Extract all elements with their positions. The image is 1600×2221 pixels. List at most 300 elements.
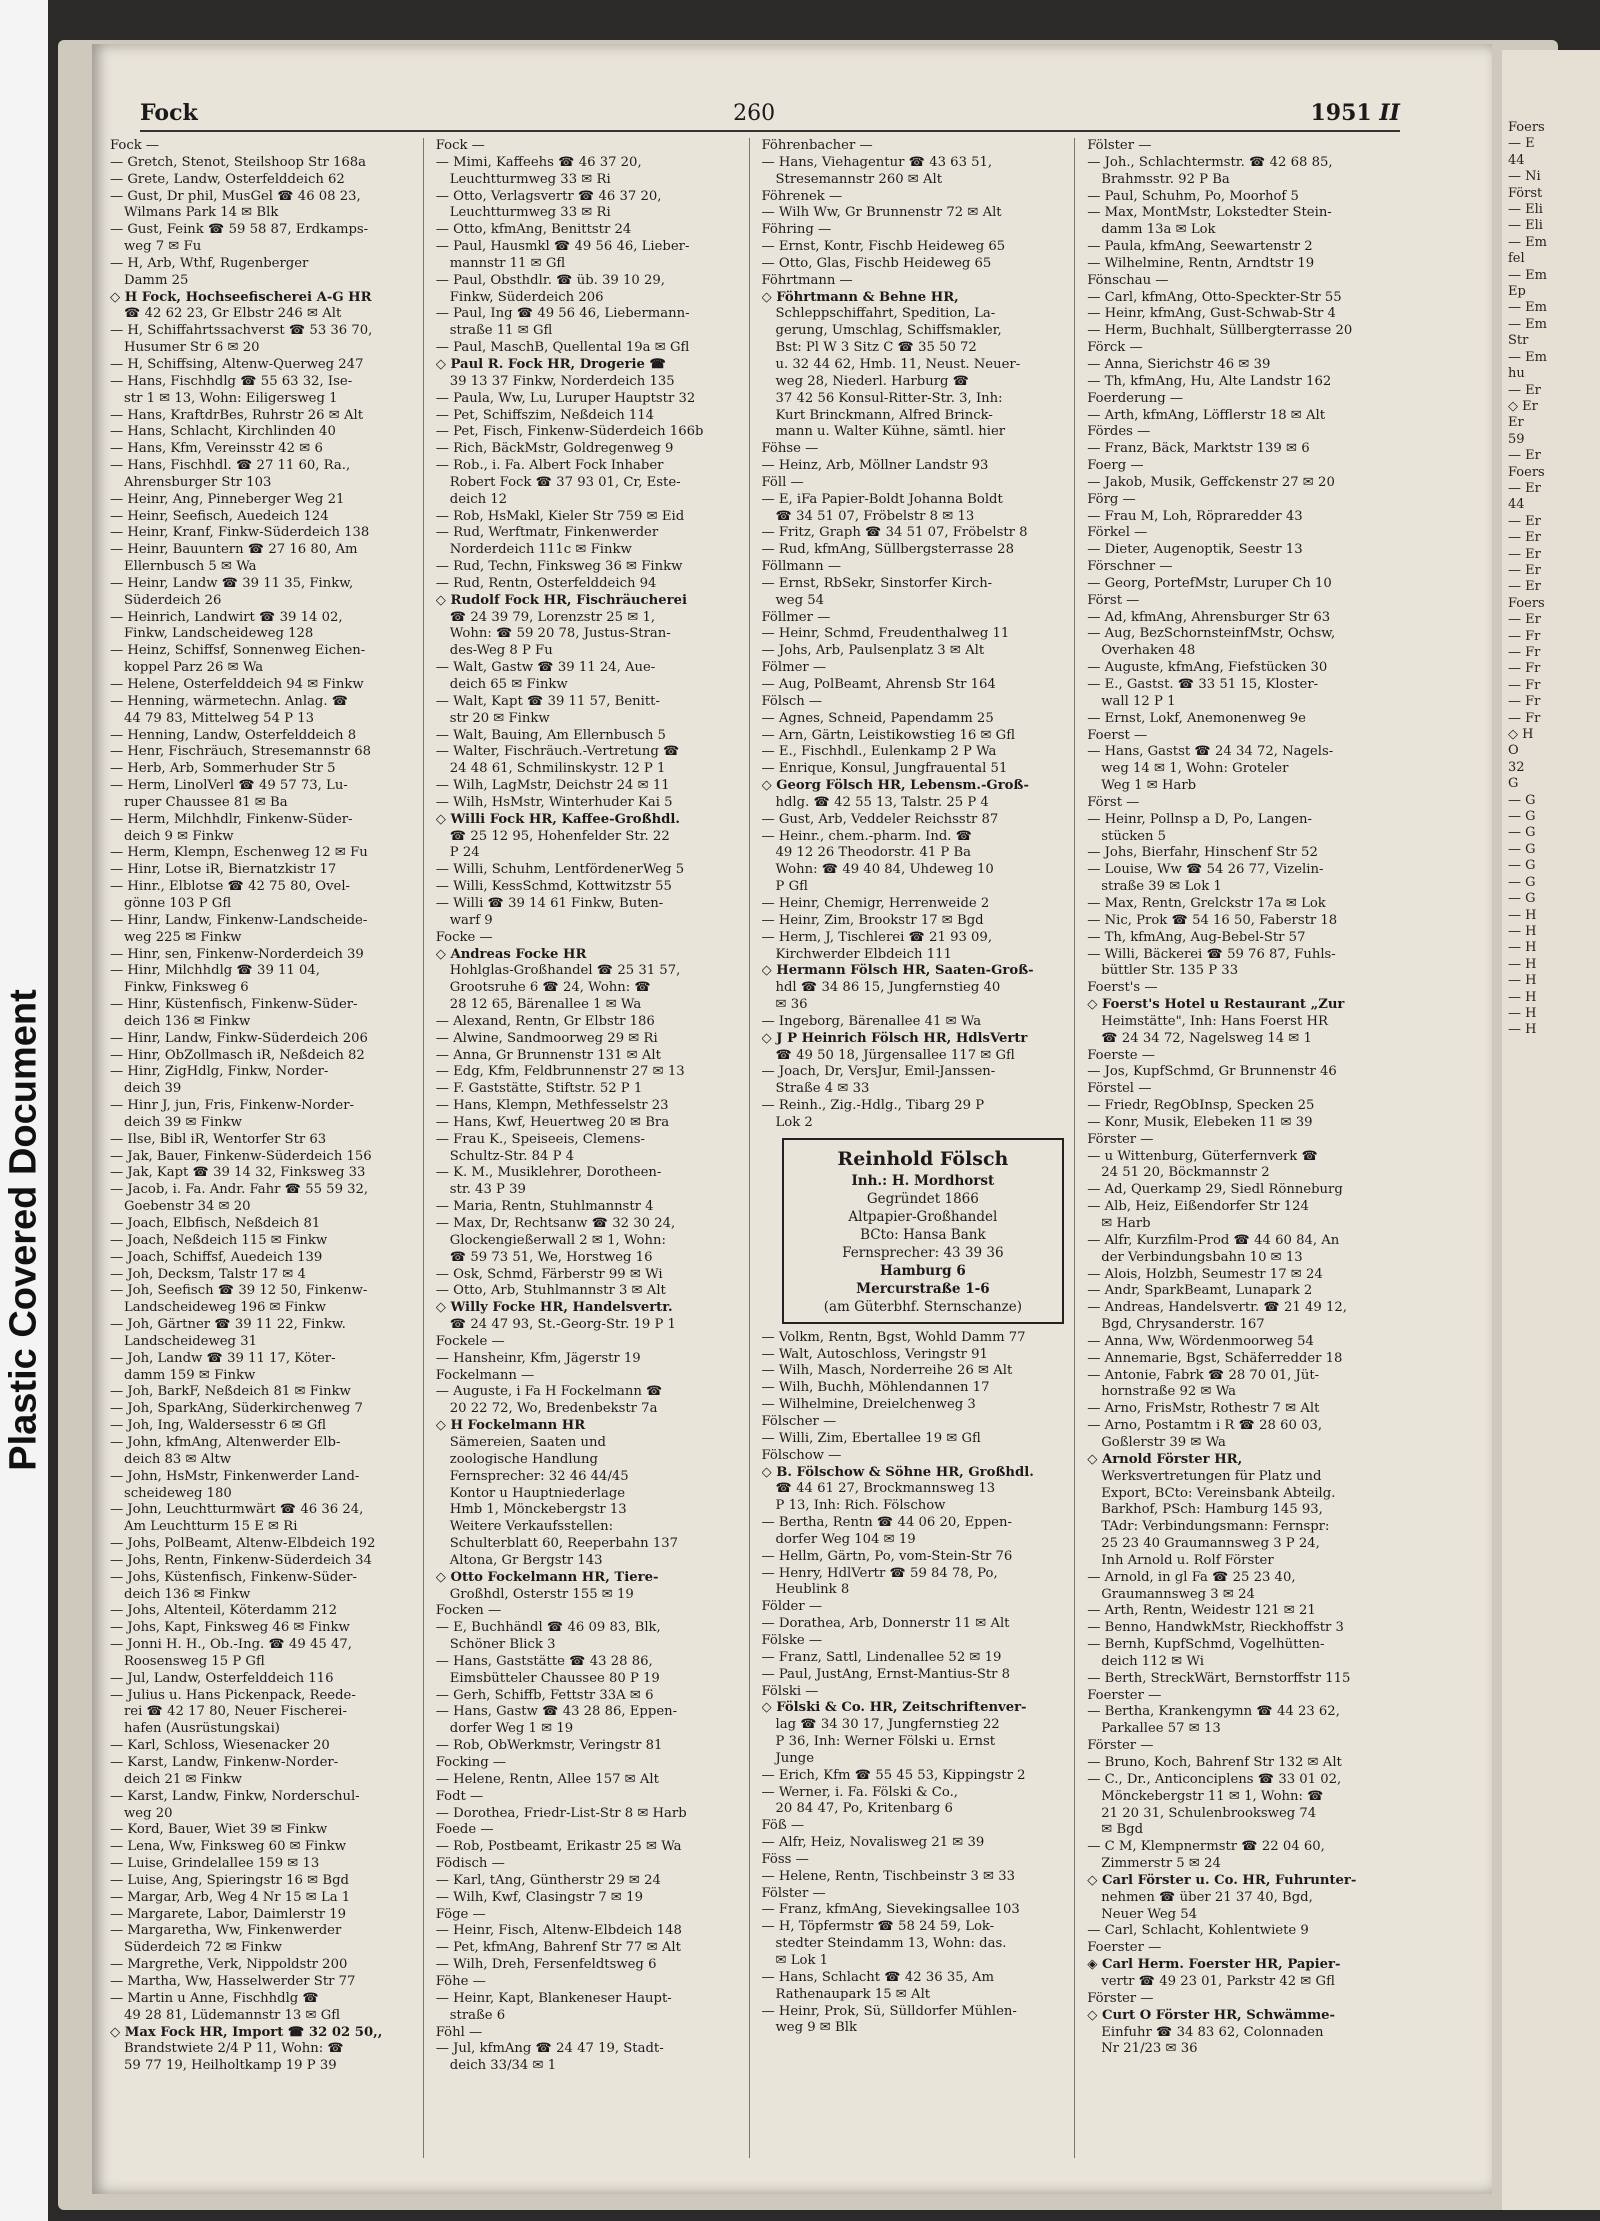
directory-entry: — Andreas, Handelsvertr. ☎ 21 49 12, — [1087, 1300, 1347, 1316]
directory-entry: — H, Schiffsing, Altenw-Querweg 247 — [110, 356, 364, 372]
directory-entry: — Max, Rentn, Grelckstr 17a ✉ Lok — [1087, 895, 1326, 911]
directory-entry: — Luise, Ang, Spieringstr 16 ✉ Bgd — [110, 1872, 349, 1888]
directory-entry: straße 11 ✉ Gfl — [449, 323, 553, 339]
ad-trade: Altpapier-Großhandel — [848, 1208, 998, 1225]
directory-entry: — Franz, Bäck, Marktstr 139 ✉ 6 — [1087, 441, 1310, 457]
directory-entry: — C M, Klempnermstr ☎ 22 04 60, — [1087, 1839, 1325, 1855]
adjacent-page-fragment: 59 — [1508, 431, 1525, 447]
directory-entry: — Hans, Kwf, Heuertweg 20 ✉ Bra — [435, 1114, 670, 1130]
directory-entry: — Gerh, Schiffb, Fettstr 33A ✉ 6 — [435, 1687, 654, 1703]
directory-entry: P 36, Inh: Werner Fölski u. Ernst — [775, 1734, 996, 1750]
directory-entry: ◇ H Fockelmann HR — [435, 1418, 586, 1434]
directory-entry: — Alfr, Heiz, Novalisweg 21 ✉ 39 — [761, 1835, 985, 1851]
adjacent-page-fragment: — H — [1508, 1022, 1537, 1038]
directory-entry: Focking — — [435, 1755, 507, 1770]
directory-entry: — Aug, BezSchornsteinfMstr, Ochsw, — [1087, 626, 1336, 642]
directory-entry: Förschner — — [1087, 559, 1173, 575]
adjacent-page-fragment: — H — [1508, 956, 1537, 972]
directory-entry: — K. M., Musiklehrer, Dorotheen- — [435, 1165, 662, 1181]
directory-entry: — Walter, Fischräuch.-Vertretung ☎ — [435, 744, 680, 760]
directory-entry: — Walt, Gastw ☎ 39 11 24, Aue- — [435, 660, 656, 676]
directory-entry: deich 136 ✉ Finkw — [124, 1586, 251, 1602]
directory-entry: — Auguste, i Fa H Fockelmann ☎ — [435, 1384, 663, 1400]
directory-entry: Focke — — [435, 929, 493, 945]
directory-entry: Föllmer — — [761, 609, 831, 625]
directory-entry: Schleppschiffahrt, Spedition, La- — [775, 306, 996, 322]
directory-entry: — Hinr, Lotse iR, Biernatzkistr 17 — [110, 862, 337, 878]
header-page-number: 260 — [733, 101, 776, 126]
directory-entry: Süderdeich 72 ✉ Finkw — [124, 1940, 282, 1956]
directory-entry: Fernsprecher: 32 46 44/45 — [449, 1468, 629, 1484]
directory-entry: weg 20 — [124, 1805, 173, 1821]
directory-entry: — Heinr, Fisch, Altenw-Elbdeich 148 — [435, 1923, 682, 1939]
directory-entry: ✉ Bgd — [1101, 1822, 1144, 1838]
directory-entry: — Heinr, Schmd, Freudenthalweg 11 — [761, 626, 1010, 642]
directory-entry: — Hansheinr, Kfm, Jägerstr 19 — [435, 1350, 641, 1366]
directory-entry: — Heinr, Bauuntern ☎ 27 16 80, Am — [110, 542, 358, 558]
directory-entry: — Johs, Küstenfisch, Finkenw-Süder- — [110, 1569, 357, 1585]
adjacent-page-fragment: — H — [1508, 923, 1537, 939]
adjacent-page-fragment: — Er — [1508, 562, 1541, 578]
directory-entry: u. 32 44 62, Hmb. 11, Neust. Neuer- — [775, 356, 1021, 372]
directory-entry: — Auguste, kfmAng, Fiefstücken 30 — [1087, 660, 1328, 676]
directory-entry: — Martin u Anne, Fischhdlg ☎ — [110, 1990, 319, 2006]
directory-entry: — Paul, MaschB, Quellental 19a ✉ Gfl — [435, 340, 690, 356]
directory-entry: ◇ Carl Förster u. Co. HR, Fuhrunter- — [1087, 1872, 1357, 1888]
directory-entry: — Willi ☎ 39 14 61 Finkw, Buten- — [435, 895, 664, 911]
directory-entry: scheideweg 180 — [124, 1485, 232, 1501]
directory-entry: — E, iFa Papier-Boldt Johanna Boldt — [761, 491, 1003, 507]
header-year — [1310, 100, 1400, 130]
adjacent-page-fragment: hu — [1508, 366, 1525, 382]
directory-entry: — John, Leuchtturmwärt ☎ 46 36 24, — [110, 1502, 364, 1518]
directory-entry: Schultz-Str. 84 P 4 — [449, 1148, 575, 1164]
directory-entry: der Verbindungsbahn 10 ✉ 13 — [1101, 1249, 1303, 1265]
directory-entry: 24 48 61, Schmilinskystr. 12 P 1 — [449, 761, 666, 777]
directory-entry: weg 54 — [775, 592, 825, 608]
directory-entry: — Arth, Rentn, Weidestr 121 ✉ 21 — [1087, 1603, 1316, 1619]
directory-entry: 37 42 56 Konsul-Ritter-Str. 3, Inh: — [775, 390, 1003, 406]
directory-entry: — Herm, Klempn, Eschenweg 12 ✉ Fu — [110, 845, 368, 861]
directory-entry: ◇ Willi Fock HR, Kaffee-Großhdl. — [435, 811, 681, 827]
directory-entry: — Karl, Schloss, Wiesenacker 20 — [110, 1738, 330, 1754]
directory-entry: — Rob., i. Fa. Albert Fock Inhaber — [435, 458, 664, 474]
directory-entry: — Jak, Bauer, Finkenw-Süderdeich 156 — [110, 1148, 372, 1164]
directory-entry: — Arno, FrisMstr, Rothestr 7 ✉ Alt — [1087, 1401, 1320, 1417]
directory-entry: Förster — — [1087, 1990, 1154, 2006]
directory-entry: — Kord, Bauer, Wiet 39 ✉ Finkw — [110, 1822, 328, 1838]
adjacent-page-fragment: — H — [1508, 989, 1537, 1005]
directory-entry: — Agnes, Schneid, Papendamm 25 — [761, 710, 994, 726]
directory-entry: — Hinr, Landw, Finkenw-Landscheide- — [110, 912, 368, 928]
directory-entry: — Bertha, Rentn ☎ 44 06 20, Eppen- — [761, 1515, 1012, 1531]
directory-entry: — Konr, Musik, Elebeken 11 ✉ 39 — [1087, 1114, 1313, 1130]
adjacent-page-fragment: — H — [1508, 940, 1537, 956]
directory-entry: — Heinr, Landw ☎ 39 11 35, Finkw, — [110, 575, 354, 591]
ad-bank: BCto: Hansa Bank — [860, 1226, 986, 1243]
directory-entry: — Ernst, RbSekr, Sinstorfer Kirch- — [761, 575, 993, 591]
directory-entry: Brandstwiete 2/4 P 11, Wohn: ☎ — [124, 2041, 344, 2057]
directory-entry: Landscheideweg 31 — [124, 1333, 257, 1349]
directory-entry: Norderdeich 111c ✉ Finkw — [449, 542, 632, 558]
adjacent-page-fragment: fel — [1508, 251, 1525, 267]
directory-entry: deich 112 ✉ Wi — [1101, 1653, 1204, 1669]
directory-entry: — Johs, PolBeamt, Altenw-Elbdeich 192 — [110, 1536, 376, 1552]
directory-entry: — Helene, Osterfelddeich 94 ✉ Finkw — [110, 677, 364, 692]
directory-entry: Eimsbütteler Chaussee 80 P 19 — [449, 1670, 660, 1686]
adjacent-page-fragment: — Fr — [1508, 628, 1541, 644]
page-header — [140, 90, 1400, 132]
directory-entry: — Paula, kfmAng, Seewartenstr 2 — [1087, 239, 1313, 255]
directory-entry: — Gust, Feink ☎ 59 58 87, Erdkamps- — [110, 222, 369, 238]
directory-entry: Altona, Gr Bergstr 143 — [449, 1552, 603, 1568]
directory-entry: — Hinr, ZigHdlg, Finkw, Norder- — [110, 1064, 329, 1080]
directory-entry: ◇ Otto Fockelmann HR, Tiere- — [435, 1569, 659, 1585]
adjacent-page-fragment: — H — [1508, 907, 1537, 923]
directory-entry: Leuchtturmweg 33 ✉ Ri — [449, 171, 611, 187]
directory-entry: ◇ Georg Fölsch HR, Lebensm.-Groß- — [761, 778, 1029, 794]
directory-entry: — Benno, HandwkMstr, Rieckhoffstr 3 — [1087, 1620, 1344, 1636]
directory-entry: — Joh, Ing, Waldersesstr 6 ✉ Gfl — [110, 1418, 327, 1434]
directory-entry: ☎ 59 73 51, We, Horstweg 16 — [449, 1249, 653, 1265]
directory-entry: Export, BCto: Vereinsbank Abteilg. — [1101, 1485, 1336, 1501]
directory-entry: Ellernbusch 5 ✉ Wa — [124, 559, 257, 575]
directory-entry: — Ernst, Lokf, Anemonenweg 9e — [1087, 710, 1306, 726]
directory-entry: — Carl, kfmAng, Otto-Speckter-Str 55 — [1087, 289, 1342, 305]
directory-entry: mann u. Walter Kühne, sämtl. hier — [775, 424, 1006, 440]
directory-entry: — Rud, Techn, Finksweg 36 ✉ Finkw — [435, 559, 683, 575]
directory-entry: — Ad, kfmAng, Ahrensburger Str 63 — [1087, 609, 1331, 625]
directory-entry: Bgd, Chrysanderstr. 167 — [1101, 1317, 1265, 1333]
directory-entry: Föhrenbacher — — [761, 138, 873, 153]
directory-entry: — u Wittenburg, Güterfernverk ☎ — [1087, 1148, 1318, 1164]
adjacent-page-fragment: — Ni — [1508, 169, 1541, 185]
directory-entry: — Willi, KessSchmd, Kottwitzstr 55 — [435, 879, 672, 895]
directory-entry: — Herb, Arb, Sommerhuder Str 5 — [110, 761, 336, 777]
directory-entry: — Wilh, Kwf, Clasingstr 7 ✉ 19 — [435, 1889, 643, 1905]
directory-entry: Föß — — [761, 1818, 805, 1834]
directory-entry: P 13, Inh: Rich. Fölschow — [775, 1498, 946, 1514]
directory-entry: — Hinr, sen, Finkenw-Norderdeich 39 — [110, 946, 364, 962]
directory-entry: Wohn: ☎ 59 20 78, Justus-Stran- — [449, 626, 671, 642]
directory-entry: — Jul, Landw, Osterfelddeich 116 — [110, 1670, 334, 1686]
ad-street: Mercurstraße 1-6 — [856, 1280, 990, 1297]
adjacent-page-fragment: G — [1508, 776, 1519, 792]
directory-entry: — E., Fischhdl., Eulenkamp 2 P Wa — [761, 744, 997, 760]
directory-entry: — Dieter, Augenoptik, Seestr 13 — [1087, 542, 1303, 558]
directory-entry: ☎ 24 34 72, Nagelsweg 14 ✉ 1 — [1101, 1030, 1312, 1046]
directory-entry: — Hans, Gastw ☎ 43 28 86, Eppen- — [435, 1704, 678, 1720]
directory-entry: — Heinr, Pollnsp a D, Po, Langen- — [1087, 811, 1313, 827]
directory-entry: — Jacob, i. Fa. Andr. Fahr ☎ 55 59 32, — [110, 1182, 369, 1198]
directory-entry: — Wilh, Masch, Norderreihe 26 ✉ Alt — [761, 1363, 1013, 1379]
directory-entry: — Hans, Schlacht, Kirchlinden 40 — [110, 424, 336, 440]
ad-owner: Inh.: H. Mordhorst — [851, 1172, 995, 1189]
directory-entry: Fölsch — — [761, 693, 823, 709]
directory-entry: Hohlglas-Großhandel ☎ 25 31 57, — [449, 963, 681, 979]
directory-entry: Wohn: ☎ 49 40 84, Uhdeweg 10 — [775, 862, 994, 878]
directory-entry: Finkw, Finksweg 6 — [124, 980, 249, 996]
directory-entry: Heublink 8 — [775, 1582, 850, 1598]
directory-entry: — Th, kfmAng, Hu, Alte Landstr 162 — [1087, 373, 1332, 389]
directory-entry: str. 43 P 39 — [449, 1182, 526, 1198]
directory-entry: — Frau K., Speiseeis, Clemens- — [435, 1131, 645, 1147]
adjacent-page-fragment: — H — [1508, 1005, 1537, 1021]
directory-entry: mannstr 11 ✉ Gfl — [449, 255, 566, 271]
adjacent-page-fragment: ◇ H — [1508, 727, 1534, 743]
directory-entry: — Fritz, Graph ☎ 34 51 07, Fröbelstr 8 — [761, 525, 1028, 541]
directory-entry: 49 12 26 Theodorstr. 41 P Ba — [775, 845, 972, 861]
directory-entry: Am Leuchtturm 15 E ✉ Ri — [124, 1519, 298, 1535]
directory-entry: Kurt Brinckmann, Alfred Brinck- — [775, 407, 993, 423]
directory-entry: Förck — — [1087, 340, 1143, 356]
column-4 — [1087, 138, 1400, 2158]
directory-entry: 20 22 72, Wo, Bredenbekstr 7a — [449, 1401, 658, 1417]
directory-entry: Sämereien, Saaten und — [449, 1434, 606, 1450]
directory-entry: — Frau M, Loh, Röpraredder 43 — [1087, 508, 1303, 524]
directory-entry: — Heinrich, Landwirt ☎ 39 14 02, — [110, 609, 343, 625]
directory-entry: Zimmerstr 5 ✉ 24 — [1101, 1856, 1221, 1872]
directory-entry: ◇ Paul R. Fock HR, Drogerie ☎ — [435, 356, 666, 372]
directory-entry: deich 9 ✉ Finkw — [124, 828, 234, 844]
directory-entry: — Jakob, Musik, Geffckenstr 27 ✉ 20 — [1087, 474, 1335, 490]
directory-entry: — Joh, Seefisch ☎ 39 12 50, Finkenw- — [110, 1283, 368, 1299]
directory-entry: ◇ Andreas Focke HR — [435, 946, 587, 962]
directory-entry: ◇ Max Fock HR, Import ☎ 32 02 50,, — [110, 2024, 383, 2040]
adjacent-page-fragment: — G — [1508, 809, 1536, 825]
directory-entry: — Paul, Ing ☎ 49 56 46, Liebermann- — [435, 306, 690, 322]
directory-entry: — H, Arb, Wthf, Rugenberger — [110, 255, 309, 271]
directory-entry: — H, Schiffahrtssachverst ☎ 53 36 70, — [110, 323, 373, 339]
directory-entry: Foerg — — [1087, 458, 1144, 474]
adjacent-page-fragment: Foers — [1508, 464, 1545, 480]
adjacent-page-fragment: 44 — [1508, 152, 1525, 168]
adjacent-page-edge — [1502, 50, 1600, 2210]
directory-entry: Fölski — — [761, 1683, 819, 1699]
adjacent-page-fragment: — G — [1508, 858, 1536, 874]
directory-entry: — Joh, SparkAng, Süderkirchenweg 7 — [110, 1401, 363, 1417]
directory-entry: nehmen ☎ über 21 37 40, Bgd, — [1101, 1889, 1313, 1905]
directory-entry: ◇ Fölski & Co. HR, Zeitschriftenver- — [761, 1700, 1027, 1716]
ad-name: Reinhold Fölsch — [837, 1147, 1009, 1170]
directory-entry: — Alfr, Kurzfilm-Prod ☎ 44 60 84, An — [1087, 1232, 1340, 1248]
directory-entry: — Heinr, Ang, Pinneberger Weg 21 — [110, 491, 345, 507]
adjacent-page-fragment: — Fr — [1508, 645, 1541, 660]
directory-entry: ◇ Arnold Förster HR, — [1087, 1451, 1243, 1467]
directory-entry: — Jak, Kapt ☎ 39 14 32, Finksweg 33 — [110, 1165, 366, 1181]
directory-entry: — Otto, Verlagsvertr ☎ 46 37 20, — [435, 188, 662, 204]
directory-entry: — Paul, Obsthdlr. ☎ üb. 39 10 29, — [435, 272, 665, 288]
directory-entry: — Henry, HdlVertr ☎ 59 84 78, Po, — [761, 1565, 998, 1581]
directory-entry: ◇ Curt O Förster HR, Schwämme- — [1087, 2007, 1336, 2023]
directory-entry: damm 159 ✉ Finkw — [124, 1367, 256, 1383]
directory-entry: — Ernst, Kontr, Fischb Heideweg 65 — [761, 239, 1006, 255]
directory-entry: Schöner Blick 3 — [449, 1637, 556, 1653]
directory-entry: — Paula, Ww, Lu, Luruper Hauptstr 32 — [435, 390, 696, 406]
directory-entry: Goebenstr 34 ✉ 20 — [124, 1199, 251, 1215]
directory-entry: — Berth, StreckWärt, Bernstorffstr 115 — [1087, 1670, 1351, 1686]
adjacent-page-fragment: Str — [1508, 333, 1529, 349]
directory-entry: 24 51 20, Böckmannstr 2 — [1101, 1165, 1270, 1181]
directory-entry: Fockele — — [435, 1333, 505, 1349]
adjacent-page-fragment: — Em — [1508, 349, 1547, 365]
adjacent-page-fragment: — Em — [1508, 234, 1547, 250]
adjacent-page-fragment: 32 — [1508, 759, 1525, 775]
directory-entry: — Pet, Schiffszim, Neßdeich 114 — [435, 407, 655, 423]
adjacent-page-fragment: — G — [1508, 841, 1536, 857]
directory-entry: — Louise, Ww ☎ 54 26 77, Vizelin- — [1087, 862, 1324, 878]
adjacent-page-fragment: Först — [1508, 185, 1543, 201]
directory-entry: ◇ Foerst's Hotel u Restaurant „Zur — [1087, 997, 1345, 1013]
directory-entry: damm 13a ✉ Lok — [1101, 222, 1216, 238]
directory-entry: — Lena, Ww, Finksweg 60 ✉ Finkw — [110, 1839, 347, 1855]
directory-entry: — Joh, Decksm, Talstr 17 ✉ 4 — [110, 1266, 306, 1282]
directory-entry: straße 39 ✉ Lok 1 — [1101, 879, 1222, 895]
directory-entry: deich 83 ✉ Altw — [124, 1451, 232, 1467]
directory-entry: Föss — — [761, 1851, 809, 1867]
adjacent-page-fragment: — Er — [1508, 513, 1541, 529]
directory-entry: — Alwine, Sandmoorweg 29 ✉ Ri — [435, 1030, 658, 1046]
directory-entry: — Heinr, Chemigr, Herrenweide 2 — [761, 895, 990, 911]
directory-entry: — Johs, Altenteil, Köterdamm 212 — [110, 1603, 338, 1619]
column-2 — [436, 138, 750, 2158]
directory-entry: Fördes — — [1087, 424, 1151, 440]
directory-entry: deich 39 ✉ Finkw — [124, 1114, 242, 1130]
directory-entry: — Heinz, Arb, Möllner Landstr 93 — [761, 458, 989, 474]
directory-entry: — Bertha, Krankengymn ☎ 44 23 62, — [1087, 1704, 1340, 1720]
directory-entry: Förster — — [1087, 1131, 1154, 1147]
directory-entry: — Annemarie, Bgst, Schäferredder 18 — [1087, 1350, 1343, 1366]
directory-entry: 49 28 81, Lüdemannstr 13 ✉ Gfl — [124, 2007, 341, 2023]
directory-entry: Straße 4 ✉ 33 — [775, 1081, 870, 1097]
directory-entry: Junge — [775, 1750, 815, 1766]
directory-entry: — Paul, Schuhm, Po, Moorhof 5 — [1087, 188, 1299, 204]
directory-entry: — Pet, kfmAng, Bahrenf Str 77 ✉ Alt — [435, 1940, 681, 1956]
directory-entry: — Hans, Schlacht ☎ 42 36 35, Am — [761, 1969, 995, 1985]
directory-entry: — Jul, kfmAng ☎ 24 47 19, Stadt- — [435, 2041, 664, 2057]
directory-entry: ◇ Willy Focke HR, Handelsvertr. — [435, 1300, 673, 1316]
directory-entry: Först — — [1087, 794, 1140, 810]
directory-entry: — Heinr, Seefisch, Auedeich 124 — [110, 508, 329, 524]
directory-entry: — Wilh, Buchh, Möhlendannen 17 — [761, 1380, 990, 1396]
directory-entry: — Joach, Schiffsf, Auedeich 139 — [110, 1249, 323, 1265]
directory-entry: straße 6 — [449, 2007, 506, 2023]
directory-entry: — Heinr, kfmAng, Gust-Schwab-Str 4 — [1087, 306, 1336, 322]
header-year-value: 1951 — [1310, 100, 1372, 126]
directory-entry: wall 12 P 1 — [1101, 693, 1176, 709]
adjacent-page-fragment: — Fr — [1508, 694, 1541, 710]
directory-entry: Födisch — — [435, 1856, 505, 1872]
directory-entry: deich 136 ✉ Finkw — [124, 1013, 251, 1029]
directory-entry: — Hans, Gaststätte ☎ 43 28 86, — [435, 1653, 653, 1669]
directory-entry: Foerste — — [1087, 1047, 1155, 1063]
directory-entry: — Rud, Werftmatr, Finkenwerder — [435, 525, 659, 541]
directory-entry: Föge — — [435, 1906, 486, 1922]
directory-entry: Mönckebergstr 11 ✉ 1, Wohn: ☎ — [1101, 1788, 1324, 1804]
directory-entry: str 20 ✉ Finkw — [449, 710, 550, 726]
directory-entry: zoologische Handlung — [449, 1451, 598, 1467]
directory-entry: — Margaretha, Ww, Finkenwerder — [110, 1923, 342, 1939]
directory-entry: Fölschow — — [761, 1447, 842, 1463]
directory-entry: Einfuhr ☎ 34 83 62, Colonnaden — [1101, 2024, 1324, 2040]
directory-entry: 25 23 40 Graumannsweg 3 P 24, — [1101, 1536, 1320, 1552]
directory-entry: Kirchwerder Elbdeich 111 — [775, 946, 952, 962]
directory-entry: — Osk, Schmd, Färberstr 99 ✉ Wi — [435, 1266, 663, 1282]
directory-entry: — Walt, Kapt ☎ 39 11 57, Benitt- — [435, 693, 660, 709]
directory-entry: — Arth, kfmAng, Löfflerstr 18 ✉ Alt — [1087, 407, 1326, 423]
directory-entry: 39 13 37 Finkw, Norderdeich 135 — [449, 373, 675, 389]
side-label — [0, 0, 48, 2221]
directory-entry: Földer — — [761, 1599, 823, 1615]
directory-entry: — Nic, Prok ☎ 54 16 50, Faberstr 18 — [1087, 912, 1338, 928]
directory-entry: — Joach, Elbfisch, Neßdeich 81 — [110, 1216, 321, 1231]
directory-entry: gerung, Umschlag, Schiffsmakler, — [775, 323, 1002, 339]
directory-entry: — Hinr, Milchhdlg ☎ 39 11 04, — [110, 963, 320, 979]
directory-entry: — Rud, Rentn, Osterfelddeich 94 — [435, 575, 657, 591]
directory-entry: Rathenaupark 15 ✉ Alt — [775, 1986, 931, 2002]
directory-entry: deich 12 — [449, 491, 508, 507]
directory-entry: weg 225 ✉ Finkw — [124, 929, 242, 945]
header-headword: Fock — [140, 100, 198, 126]
directory-entry: ☎ 24 47 93, St.-Georg-Str. 19 P 1 — [449, 1317, 676, 1333]
directory-entry: — Karl, tAng, Güntherstr 29 ✉ 24 — [435, 1872, 661, 1888]
directory-entry: Lok 2 — [775, 1114, 813, 1130]
directory-entry: — Heinr., chem.-pharm. Ind. ☎ — [761, 828, 973, 844]
directory-entry: Focken — — [435, 1603, 502, 1619]
directory-entry: vertr ☎ 49 23 01, Parkstr 42 ✉ Gfl — [1101, 1973, 1335, 1989]
directory-entry: — Joh, Gärtner ☎ 39 11 22, Finkw. — [110, 1317, 346, 1333]
directory-entry: — Alb, Heiz, Eißendorfer Str 124 — [1087, 1199, 1309, 1215]
directory-entry: — Hans, Gastst ☎ 24 34 72, Nagels- — [1087, 744, 1334, 760]
directory-entry: Grootsruhe 6 ☎ 24, Wohn: ☎ — [449, 980, 651, 996]
directory-entry: Heimstätte", Inh: Hans Foerst HR — [1101, 1013, 1328, 1029]
directory-entry: stücken 5 — [1101, 828, 1167, 844]
directory-entry: Finkw, Süderdeich 206 — [449, 289, 604, 305]
adjacent-page-fragment: — Eli — [1508, 218, 1543, 234]
directory-entry: — Ingeborg, Bärenallee 41 ✉ Wa — [761, 1013, 982, 1029]
directory-entry: Robert Fock ☎ 37 93 01, Cr, Este- — [449, 474, 681, 490]
directory-entry: — Georg, PortefMstr, Luruper Ch 10 — [1087, 575, 1332, 591]
directory-entry: — Th, kfmAng, Aug-Bebel-Str 57 — [1087, 929, 1306, 945]
directory-entry: rei ☎ 42 17 80, Neuer Fischerei- — [124, 1704, 347, 1720]
adjacent-page-fragment: — Er — [1508, 382, 1541, 398]
directory-entry: — E., Gastst. ☎ 33 51 15, Kloster- — [1087, 677, 1319, 692]
directory-entry: Fölscher — — [761, 1414, 837, 1429]
directory-entry: — Walt, Autoschloss, Veringstr 91 — [761, 1346, 988, 1362]
directory-entry: 44 79 83, Mittelweg 54 P 13 — [124, 710, 314, 726]
directory-entry: weg 9 ✉ Blk — [775, 2020, 857, 2036]
header-volume: II — [1379, 100, 1400, 126]
adjacent-page-fragment: ◇ Er — [1508, 398, 1538, 414]
directory-entry: Damm 25 — [124, 272, 189, 288]
directory-entry: Fodt — — [435, 1788, 484, 1804]
directory-entry: — Otto, kfmAng, Benittstr 24 — [435, 222, 632, 238]
directory-entry: — Willi, Bäckerei ☎ 59 76 87, Fuhls- — [1087, 946, 1336, 962]
directory-entry: — Carl, Schlacht, Kohlentwiete 9 — [1087, 1923, 1309, 1939]
directory-entry: Nr 21/23 ✉ 36 — [1101, 2041, 1198, 2057]
directory-entry: hornstraße 92 ✉ Wa — [1101, 1384, 1237, 1400]
directory-entry: ◇ Föhrtmann & Behne HR, — [761, 289, 959, 305]
directory-entry: 21 20 31, Schulenbrooksweg 74 — [1101, 1805, 1317, 1821]
directory-entry: Foerster — — [1087, 1940, 1162, 1956]
directory-entry: — Hinr, Küstenfisch, Finkenw-Süder- — [110, 997, 358, 1013]
directory-entry: deich 65 ✉ Finkw — [449, 677, 568, 692]
directory-entry: Neuer Weg 54 — [1101, 1906, 1198, 1922]
directory-entry: Süderdeich 26 — [124, 592, 222, 608]
directory-entry: ◈ Carl Herm. Foerster HR, Papier- — [1087, 1957, 1341, 1973]
adjacent-page-fragment: — Em — [1508, 267, 1547, 283]
directory-entry: Wilmans Park 14 ✉ Blk — [124, 205, 279, 221]
